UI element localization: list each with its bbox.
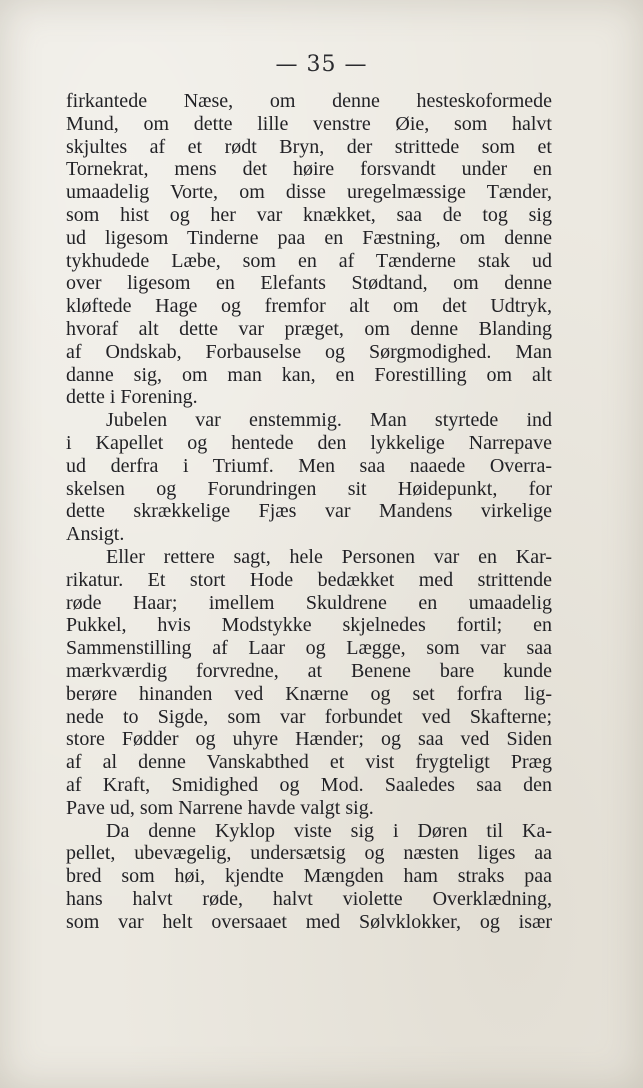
text-line: umaadelig Vorte, om disse uregelmæssige Tænder, <box>66 181 552 204</box>
text-line: berøre hinanden ved Knærne og set forfra lig- <box>66 682 552 705</box>
text-line: af Kraft, Smidighed og Mod. Saaledes saa den <box>66 773 552 796</box>
text-line: som var helt oversaaet med Sølvklokker, og især <box>66 910 552 933</box>
text-line: bred som høi, kjendte Mængden ham straks paa <box>66 865 552 888</box>
text-line: dette skrækkelige Fjæs var Mandens virkelige <box>66 500 552 523</box>
text-line: Sammenstilling af Laar og Lægge, som var saa <box>66 637 552 660</box>
text-line: kløftede Hage og fremfor alt om det Udtryk, <box>66 295 552 318</box>
text-line: store Fødder og uhyre Hænder; og saa ved Siden <box>66 728 552 751</box>
text-line: Pukkel, hvis Modstykke skjelnedes fortil; en <box>66 614 552 637</box>
text-line: nede to Sigde, som var forbundet ved Skafterne; <box>66 705 552 728</box>
text-line: rikatur. Et stort Hode bedækket med strittende <box>66 568 552 591</box>
text-line: Tornekrat, mens det høire forsvandt under en <box>66 158 552 181</box>
text-line: firkantede Næse, om denne hesteskoformede <box>66 90 552 112</box>
text-line: tykhudede Læbe, som en af Tænderne stak ud <box>66 249 552 272</box>
text-line: Eller rettere sagt, hele Personen var en Kar- <box>106 545 552 568</box>
text-line: skelsen og Forundringen sit Høidepunkt, for <box>66 477 552 500</box>
text-line: ud ligesom Tinderne paa en Fæstning, om denne <box>66 226 552 249</box>
text-line: af Ondskab, Forbauselse og Sørgmodighed. Man <box>66 340 552 363</box>
page-number: — 35 — <box>275 52 368 77</box>
text-line: Jubelen var enstemmig. Man styrtede ind <box>106 409 552 432</box>
text-line: hans halvt røde, halvt violette Overklædning, <box>66 887 552 910</box>
text-line: i Kapellet og hentede den lykkelige Narrepave <box>66 431 552 454</box>
text-line: dette i Forening. <box>66 386 198 409</box>
body-text <box>66 90 552 933</box>
text-line: Da denne Kyklop viste sig i Døren til Ka- <box>106 819 552 842</box>
text-line: pellet, ubevægelig, undersætsig og næsten liges aa <box>66 842 552 865</box>
text-line: danne sig, om man kan, en Forestilling om alt <box>66 363 552 386</box>
text-line: over ligesom en Elefants Stødtand, om denne <box>66 272 552 295</box>
text-line: Mund, om dette lille venstre Øie, som halvt <box>66 112 552 135</box>
text-line: ud derfra i Triumf. Men saa naaede Overra- <box>66 454 552 477</box>
text-line: af al denne Vanskabthed et vist frygteligt Præg <box>66 751 552 774</box>
text-line: Ansigt. <box>66 523 125 546</box>
text-line: mærkværdig forvredne, at Benene bare kunde <box>66 659 552 682</box>
text-line: Pave ud, som Narrene havde valgt sig. <box>66 796 374 819</box>
text-line: som hist og her var knækket, saa de tog sig <box>66 203 552 226</box>
text-line: skjultes af et rødt Bryn, der strittede som et <box>66 135 552 158</box>
text-line: røde Haar; imellem Skuldrene en umaadelig <box>66 591 552 614</box>
text-line: hvoraf alt dette var præget, om denne Blanding <box>66 317 552 340</box>
